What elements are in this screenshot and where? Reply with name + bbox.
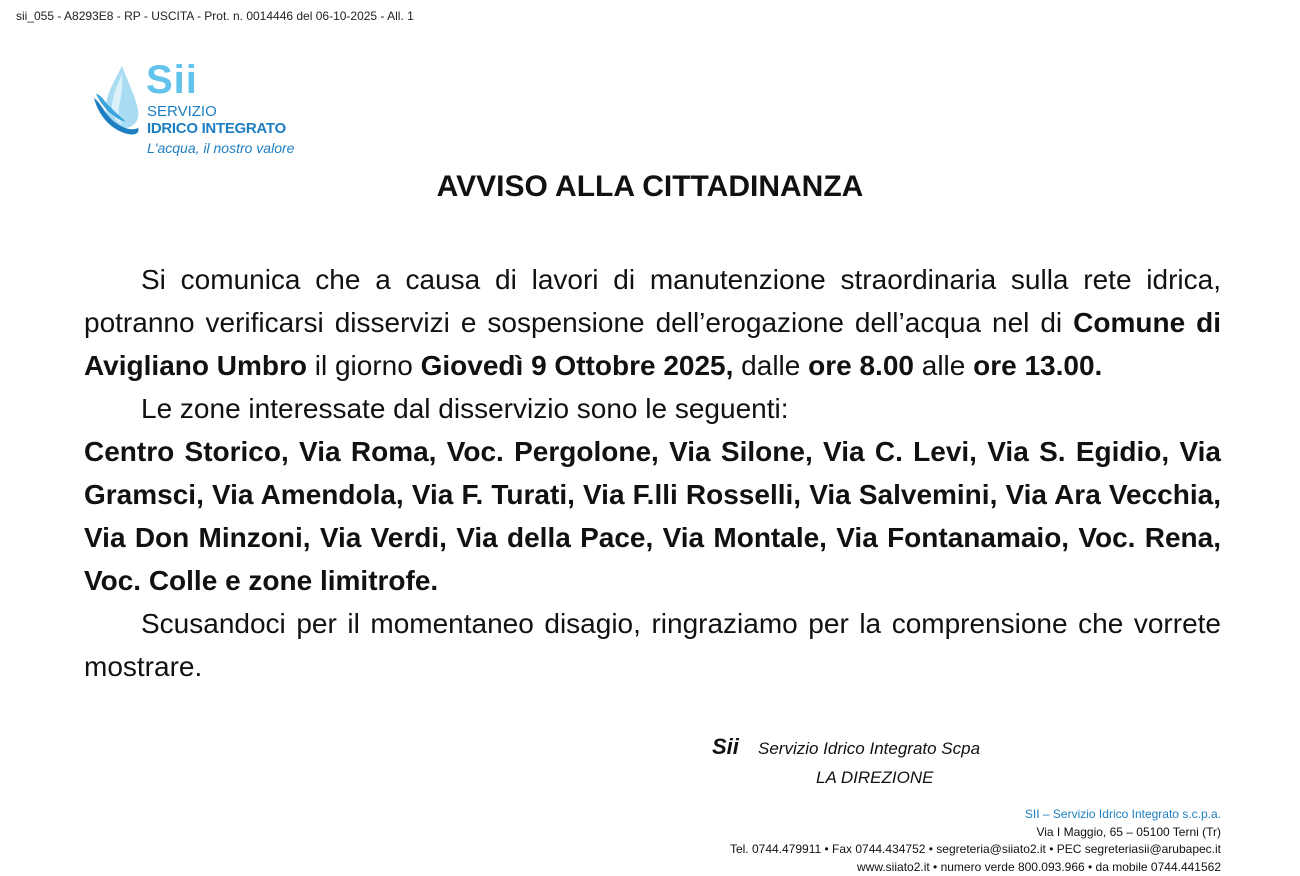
footer-web: www.siiato2.it • numero verde 800.093.966 • da mobile 0744.441562 <box>857 859 1221 874</box>
notice-body <box>84 258 1221 688</box>
p1-time-to: ore 13.00. <box>973 350 1103 381</box>
signature-company: Servizio Idrico Integrato Scpa <box>758 739 981 758</box>
footer-address: Via I Maggio, 65 – 05100 Terni (Tr) <box>1036 824 1221 839</box>
affected-streets: Centro Storico, Via Roma, Voc. Pergolone, Via Silone, Via C. Levi, Via S. Egidio, Via Gramsci, Via Amendola, Via F. Turati, Via F.lli Rosselli, Via Salvemini, Via Ara Vecchia, Via Don Minzoni, Via Verdi, Via della Pace, Via Montale, Via Fontanamaio, Voc. Rena, Voc. Colle e zone limitrofe. <box>84 436 1221 596</box>
p1-date: Giovedì 9 Ottobre 2025, <box>420 350 734 381</box>
notice-paragraph-2: Le zone interessate dal disservizio sono le seguenti: <box>141 393 789 424</box>
p1-comune: Comune di Avigliano Umbro <box>84 307 1222 381</box>
p1-text-4: alle <box>913 350 974 381</box>
footer-contacts <box>730 806 1221 876</box>
logo-brand: Sii <box>146 58 198 102</box>
signature-brand: Sii <box>712 734 739 759</box>
logo-tagline: L'acqua, il nostro valore <box>147 140 295 156</box>
company-logo <box>92 60 322 160</box>
logo-line-1: SERVIZIO <box>147 103 217 120</box>
footer-company: SII – Servizio Idrico Integrato s.c.p.a. <box>1024 807 1221 821</box>
p1-text-1: Si comunica che a causa di lavori di manutenzione straordinaria sulla rete idrica, potranno verificarsi disservizi e sospensione dell’erogazione dell’acqua nel di <box>84 264 1221 338</box>
notice-paragraph-1 <box>84 258 1221 387</box>
logo-line-2: IDRICO INTEGRATO <box>147 120 286 137</box>
signature-direction: LA DIREZIONE <box>816 768 934 787</box>
footer-contacts-line: Tel. 0744.479911 • Fax 0744.434752 • segreteria@siiato2.it • PEC segreteriasii@arubapec.it <box>729 842 1221 856</box>
p1-text-2: il giorno <box>306 350 421 381</box>
p1-text-3: dalle <box>733 350 809 381</box>
notice-title: AVVISO ALLA CITTADINANZA <box>436 170 864 203</box>
notice-paragraph-3: Scusandoci per il momentaneo disagio, ringraziamo per la comprensione che vorrete mostrare. <box>84 608 1221 682</box>
p1-time-from: ore 8.00 <box>808 350 914 381</box>
protocol-line: sii_055 - A8293E8 - RP - USCITA - Prot. n. 0014446 del 06-10-2025 - All. 1 <box>16 9 414 23</box>
water-drop-icon <box>92 64 142 138</box>
